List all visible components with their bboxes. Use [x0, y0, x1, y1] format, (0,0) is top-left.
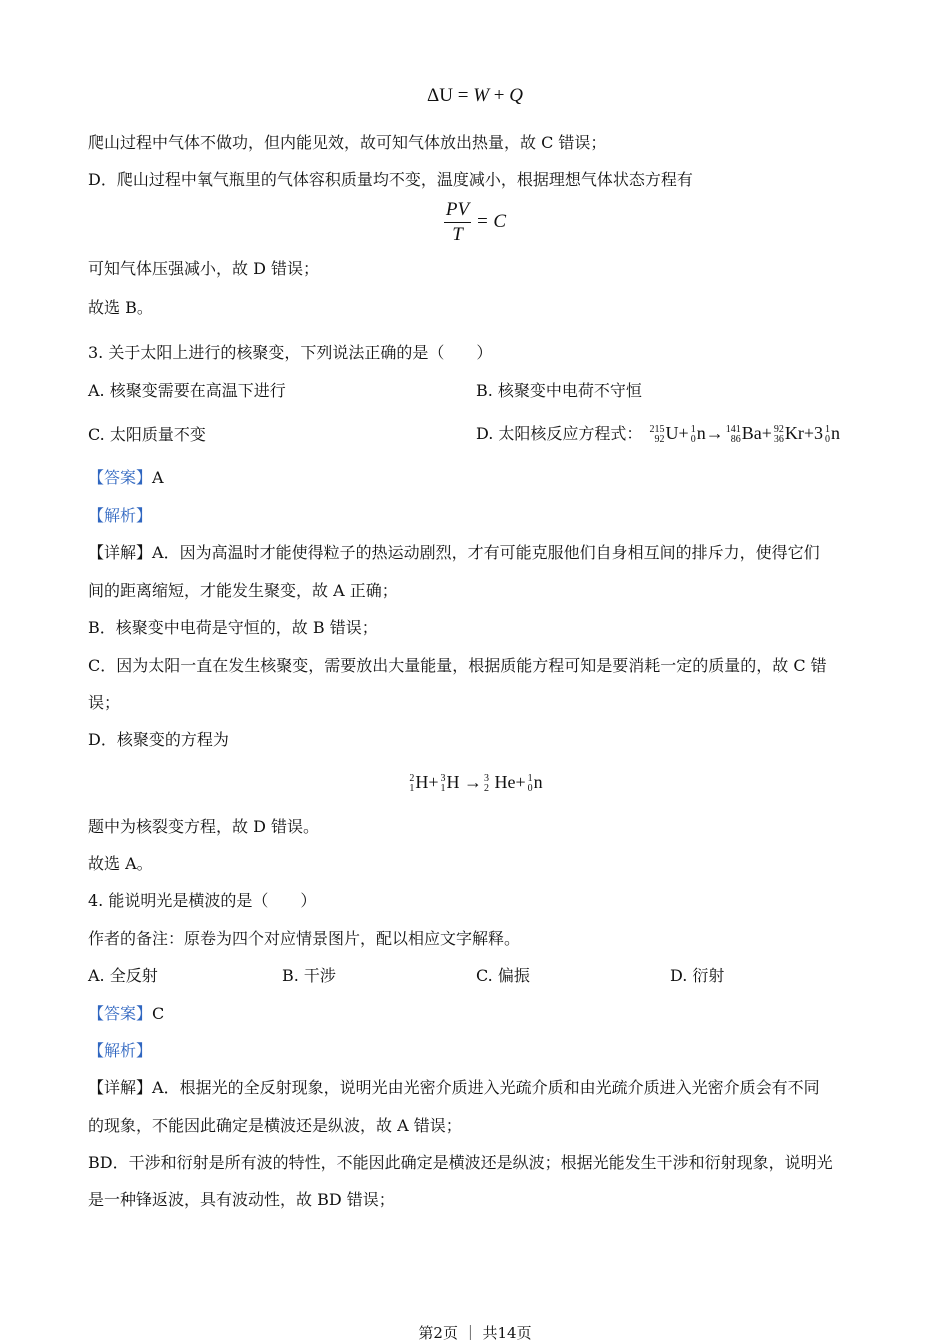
q3-option-b: B. 核聚变中电荷不守恒	[476, 381, 642, 400]
n1-mass-number: 1	[690, 423, 696, 435]
q3-detail-4: C．因为太阳一直在发生核聚变，需要放出大量能量，根据质能方程可知是要消耗一定的质量的，故 C 错	[88, 656, 827, 675]
eq1-plus: +	[493, 85, 505, 106]
he-mass-number: 3	[484, 772, 489, 784]
ba-atomic-number: 86	[730, 433, 741, 445]
reaction-arrow: →	[705, 423, 724, 443]
fusion-equation	[0, 768, 950, 796]
q3-detail-5: 误；	[88, 693, 121, 712]
q4-detail-1	[88, 1078, 820, 1098]
u-symbol: U	[665, 423, 679, 443]
he-nuclide-numbers	[484, 774, 489, 794]
ideal-gas-equation	[0, 199, 950, 246]
eq1-w: W	[473, 85, 490, 106]
detail-tag: 【详解】	[88, 1078, 153, 1097]
plus-sign: +	[761, 423, 772, 443]
u-atomic-number: 92	[654, 433, 665, 445]
q3-analysis-tag: 【解析】	[88, 506, 153, 525]
n2-symbol: n	[831, 423, 840, 443]
q3-detail-3: B．核聚变中电荷是守恒的，故 B 错误；	[88, 618, 378, 637]
n-atomic-number: 0	[527, 782, 533, 794]
eq1-equals: =	[457, 85, 469, 106]
fission-equation	[648, 423, 840, 443]
h3-nuclide-numbers	[441, 774, 446, 794]
q3-option-d	[476, 419, 840, 448]
he-symbol: He	[494, 772, 516, 792]
plus-three: +3	[803, 423, 823, 443]
internal-energy-equation	[0, 86, 950, 106]
u-mass-number: 215	[649, 423, 665, 435]
he-atomic-number: 2	[484, 782, 489, 794]
reaction-arrow: →	[464, 772, 482, 792]
eq1-q: Q	[509, 85, 523, 106]
fraction-denominator: T	[452, 224, 463, 245]
kr-nuclide-numbers	[774, 425, 784, 445]
u-nuclide-numbers	[650, 425, 665, 445]
kr-atomic-number: 36	[773, 433, 784, 445]
answer-value: C	[152, 1004, 165, 1023]
kr-mass-number: 92	[773, 423, 784, 435]
h3-mass-number: 3	[440, 772, 446, 784]
q4-analysis-tag: 【解析】	[88, 1041, 153, 1060]
ba-symbol: Ba	[741, 423, 762, 443]
h3-atomic-number: 1	[440, 782, 446, 794]
detail-text: A．因为高温时才能使得粒子的热运动剧烈，才有可能克服他们自身相互间的排斥力，使得它们	[152, 543, 820, 562]
n2-nuclide-numbers	[825, 425, 830, 445]
ba-nuclide-numbers	[726, 425, 741, 445]
q4-option-b: B. 干涉	[282, 966, 336, 985]
h3-symbol: H	[446, 772, 460, 792]
n-mass-number: 1	[527, 772, 533, 784]
q4-option-a: A. 全反射	[88, 966, 158, 985]
answer-tag: 【答案】	[88, 468, 153, 487]
plus-sign: +	[428, 772, 439, 792]
h2-symbol: H	[415, 772, 429, 792]
n-nuclide-numbers	[528, 774, 533, 794]
q3-answer	[88, 468, 164, 488]
paragraph-3: 可知气体压强减小，故 D 错误；	[88, 259, 320, 278]
answer-value: A	[152, 468, 164, 487]
n1-atomic-number: 0	[690, 433, 696, 445]
h2-atomic-number: 1	[409, 782, 415, 794]
plus-sign: +	[515, 772, 526, 792]
h2-nuclide-numbers	[409, 774, 414, 794]
detail-tag: 【详解】	[88, 543, 153, 562]
q3-detail-6: D．核聚变的方程为	[88, 730, 229, 749]
detail-text: A．根据光的全反射现象，说明光由光密介质进入光疏介质和由光疏介质进入光密介质会有不同	[152, 1078, 820, 1097]
q3-detail-7: 题中为核裂变方程，故 D 错误。	[88, 817, 320, 836]
n2-mass-number: 1	[825, 423, 830, 435]
q4-answer	[88, 1004, 164, 1024]
question-3-stem: 3. 关于太阳上进行的核聚变，下列说法正确的是（ ）	[88, 343, 493, 362]
q4-detail-3: BD．干涉和衍射是所有波的特性，不能因此确定是横波还是纵波；根据光能发生干涉和衍射现象，说明光	[88, 1153, 833, 1172]
question-4-stem: 4. 能说明光是横波的是（ ）	[88, 891, 317, 910]
q3-detail-2: 间的距离缩短，才能发生聚变，故 A 正确；	[88, 581, 398, 600]
q3-option-d-prefix: D. 太阳核反应方程式：	[476, 424, 643, 443]
q4-note: 作者的备注：原卷为四个对应情景图片，配以相应文字解释。	[88, 929, 521, 948]
n1-symbol: n	[696, 423, 706, 443]
kr-symbol: Kr	[784, 423, 804, 443]
n-symbol: n	[533, 772, 543, 792]
paragraph-4: 故选 B。	[88, 298, 153, 317]
q4-detail-2: 的现象，不能因此确定是横波还是纵波，故 A 错误；	[88, 1116, 462, 1135]
paragraph-2: D．爬山过程中氧气瓶里的气体容积质量均不变，温度减小，根据理想气体状态方程有	[88, 170, 693, 189]
ba-mass-number: 141	[725, 423, 741, 435]
q3-detail-1	[88, 543, 820, 563]
h2-mass-number: 2	[409, 772, 415, 784]
plus-sign: +	[678, 423, 689, 443]
paragraph-1: 爬山过程中气体不做功，但内能见效，故可知气体放出热量，故 C 错误；	[88, 133, 607, 152]
q3-option-c: C. 太阳质量不变	[88, 425, 206, 444]
q4-option-c: C. 偏振	[476, 966, 530, 985]
answer-tag: 【答案】	[88, 1004, 153, 1023]
fraction-rhs: = C	[475, 210, 507, 232]
n2-atomic-number: 0	[825, 433, 830, 445]
q4-detail-4: 是一种锋返波，具有波动性，故 BD 错误；	[88, 1190, 395, 1209]
q3-option-a: A. 核聚变需要在高温下进行	[88, 381, 286, 400]
n1-nuclide-numbers	[691, 425, 696, 445]
ideal-gas-fraction	[444, 199, 471, 246]
fraction-numerator: PV	[444, 199, 471, 223]
q3-detail-8: 故选 A。	[88, 854, 153, 873]
q4-option-d: D. 衍射	[670, 966, 725, 985]
eq1-lhs: ΔU	[427, 85, 453, 106]
page-footer: 第2页 ｜ 共14页	[418, 1324, 532, 1342]
